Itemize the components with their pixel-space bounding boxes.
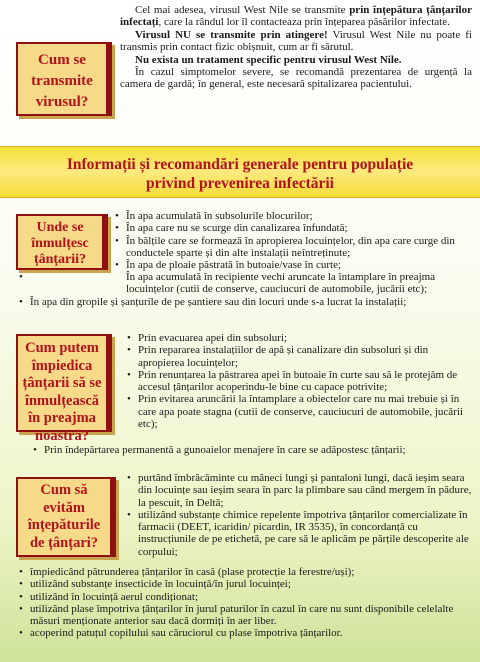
list-item: • Prin îndepărtarea permanentă a gunoaielor menajere în care se adăpostesc țânțarii; (30, 444, 472, 456)
paragraph: Cel mai adesea, virusul West Nile se transmite prin înțepătura țânțarilor infectați, care la rândul lor îl contacteaza prin înțeparea păsărilor infectate. (120, 4, 472, 29)
section-title-avoid-bites: Cum să evităm înțepăturile de țânțari? (16, 477, 116, 557)
list-item: • purtând îmbrăcăminte cu mâneci lungi și pantaloni lungi, dacă ieșim seara din locuințe sau ieșim seara în parc la plimbare sau când mergem în pădure, la pescuit, în Deltă; (124, 472, 472, 509)
list-item: • utilizând plase împotriva țânțarilor în jurul paturilor în cazul în care nu sunt disponibile celelalte măsuri menționate anterior sau dacă dormiți în aer liber. (16, 603, 472, 628)
list-item: • utilizând în locuință aerul condiționat; (16, 591, 472, 603)
list-item: • În apa care nu se scurge din canalizarea înfundată; (112, 222, 472, 234)
section-title-prevention: Cum putem împiedica țânțarii să se înmulțească în preajma noastră? (16, 334, 112, 432)
prevention-list-wide (30, 444, 472, 456)
list-item: • Prin repararea instalațiilor de apă și canalizare din subsoluri și din apropierea locuințelor; (124, 344, 472, 369)
banner-line-1: Informații și recomandări generale pentru populație (66, 156, 414, 173)
avoid-bites-list-wide (16, 566, 472, 640)
transmission-text (120, 4, 472, 91)
paragraph: Virusul NU se transmite prin atingere! Virusul West Nile nu poate fi transmis prin contact fizic obișnuit, cum ar fi sărutul. (120, 28, 472, 54)
list-item: • utilizând substanțe insecticide în locuință/în jurul locuinței; (16, 578, 472, 590)
breeding-list-wide (16, 271, 472, 308)
list-item: • utilizând substanțe chimice repelente împotriva țânțarilor comercializate în farmacii (DEET, icaridin/ picardin, IR 3535), în concordanță cu instrucțiunile de pe etichetă, pe care să le aplicăm pe părțile descoperite ale corpului; (124, 509, 472, 558)
list-item: • În bălțile care se formează în apropierea locuințelor, din apa care curge din conductele sparte și din alte instalații neîntreținute; (112, 235, 472, 260)
list-item: • Prin evacuarea apei din subsoluri; (124, 332, 472, 344)
list-item: • acoperind patuțul copilului sau căruciorul cu plase împotriva țânțarilor. (16, 627, 472, 639)
avoid-bites-list (124, 472, 472, 558)
recommendations-banner (0, 146, 480, 198)
section-title-breeding: Unde se înmulțesc țânțarii? (16, 214, 108, 270)
list-item: • În apa din gropile și șanțurile de pe șantiere sau din locuri unde s-a lucrat la instalații; (16, 296, 472, 308)
list-item: • În apa de ploaie păstrată în butoaie/vase în curte; (112, 259, 472, 271)
list-item: • În apa acumulată în subsolurile blocurilor; (112, 210, 472, 222)
section-title-transmission: Cum se transmite virusul? (16, 42, 112, 116)
list-item: • împiedicând pătrunderea țânțarilor în casă (plase protecție la ferestre/uși); (16, 566, 472, 578)
breeding-list (112, 210, 472, 271)
banner-line-2: privind prevenirea infectării (146, 175, 334, 192)
paragraph: Nu exista un tratament specific pentru virusul West Nile. (135, 53, 402, 66)
paragraph: În cazul simptomelor severe, se recomandă prezentarea de urgență la camera de gardă; în general, este necesară spitalizarea pacientului. (120, 66, 472, 91)
prevention-list (124, 332, 472, 430)
list-item: • Prin renunțarea la păstrarea apei în butoaie în curte sau să le protejăm de accesul țânțarilor acoperindu-le bine cu capace potrivite; (124, 369, 472, 394)
list-item: • Prin evitarea aruncării la întamplare a obiectelor care nu mai trebuie și în care apa poate stagna (cutii de conserve, cauciucuri de automobile, jucării etc); (124, 393, 472, 430)
list-item: • În apa acumulată în recipiente vechi aruncate la întamplare în preajma locuințelor (cutii de conserve, cauciucuri de automobile, jucării etc); (16, 271, 472, 296)
